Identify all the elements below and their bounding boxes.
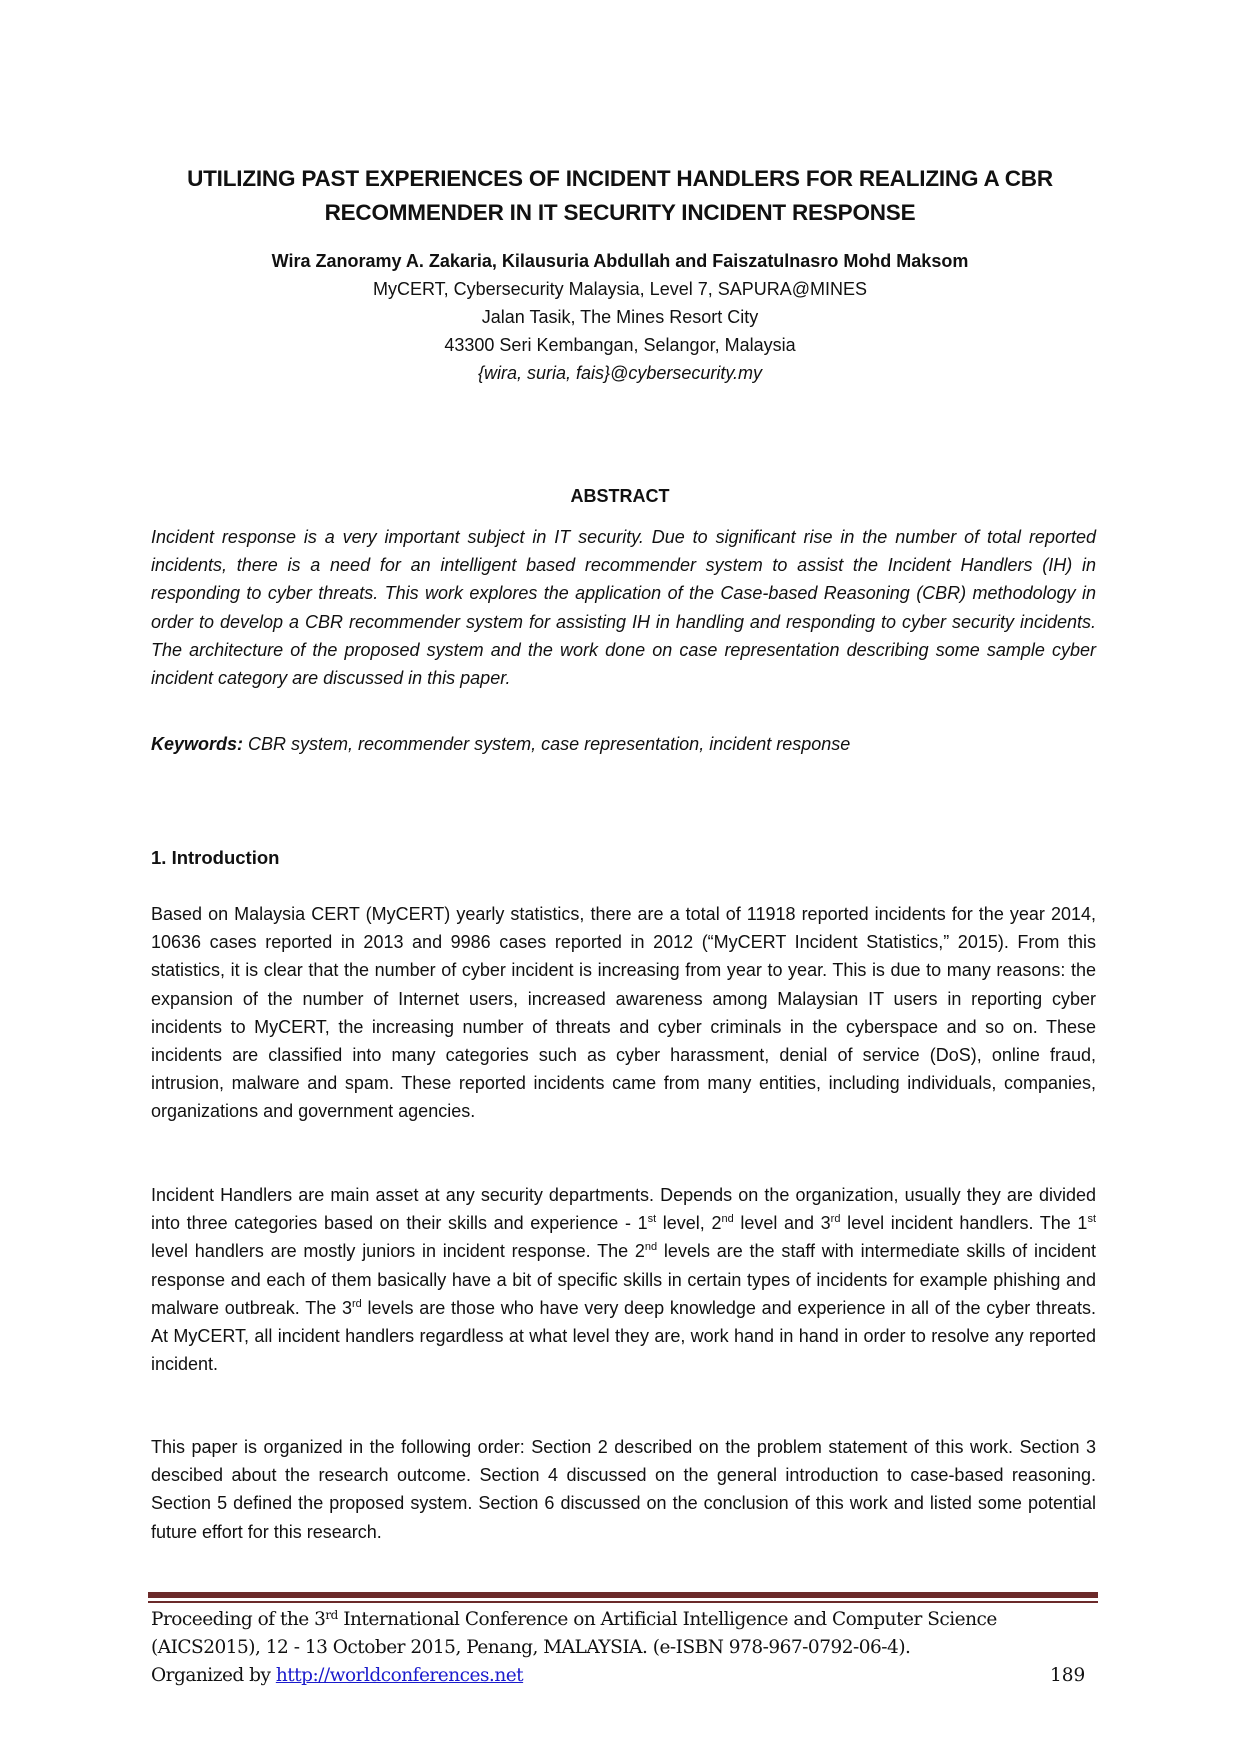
keywords bbox=[151, 730, 1096, 758]
text-run: International Conference on Artificial Intelligence and Computer Science bbox=[337, 1609, 997, 1630]
page-number: 189 bbox=[1050, 1665, 1086, 1686]
intro-paragraph-2 bbox=[151, 1181, 1096, 1378]
affiliation-line: Jalan Tasik, The Mines Resort City bbox=[481, 307, 759, 327]
text-run: Incident Handlers are main asset at any security departments. Depends on the organization, usually they are divided into three categories based on their skills and experience - 1 bbox=[151, 1185, 1096, 1234]
keywords-label: Keywords: bbox=[151, 734, 244, 754]
ordinal-suffix: st bbox=[647, 1213, 657, 1226]
ordinal-suffix: rd bbox=[351, 1297, 362, 1310]
author-emails: {wira, suria, fais}@cybersecurity.my bbox=[477, 363, 763, 383]
text-run: level incident handlers. The 1 bbox=[840, 1213, 1088, 1234]
author-list: Wira Zanoramy A. Zakaria, Kilausuria Abdullah and Faiszatulnasro Mohd Maksom bbox=[271, 251, 969, 271]
text-run: level handlers are mostly juniors in incident response. The 2 bbox=[151, 1241, 645, 1262]
paper-title bbox=[140, 162, 1100, 230]
text-run: Organized by bbox=[151, 1665, 276, 1686]
intro-paragraph-1: Based on Malaysia CERT (MyCERT) yearly statistics, there are a total of 11918 reported incidents for the year 2014, 10636 cases reported in 2013 and 9986 cases reported in 2012 (“MyCERT Incident Statistics,” 2015). From this statistics, it is clear that the number of cyber incident is increasing from year to year. This is due to many reasons: the expansion of the number of Internet users, increased awareness among Malaysian IT users in reporting cyber incidents to MyCERT, the increasing number of threats and cyber criminals in the cyberspace and so on. These incidents are classified into many categories such as cyber harassment, denial of service (DoS), online fraud, intrusion, malware and spam. These reported incidents came from many entities, including individuals, companies, organizations and government agencies. bbox=[151, 904, 1096, 1122]
abstract-text: Incident response is a very important subject in IT security. Due to significant rise in the number of total reported incidents, there is a need for an intelligent based recommender system to assist the Incident Handlers (IH) in responding to cyber threats. This work explores the application of the Case-based Reasoning (CBR) methodology in order to develop a CBR recommender system for assisting IH in handling and responding to cyber security incidents. The architecture of the proposed system and the work done on case representation describing some sample cyber incident category are discussed in this paper. bbox=[151, 527, 1096, 689]
title-line-2: RECOMMENDER IN IT SECURITY INCIDENT RESPONSE bbox=[324, 200, 916, 225]
affiliation-line: 43300 Seri Kembangan, Selangor, Malaysia bbox=[444, 335, 796, 355]
ordinal-suffix: rd bbox=[830, 1213, 841, 1226]
ordinal-suffix: rd bbox=[325, 1608, 338, 1622]
footer-citation bbox=[151, 1606, 1096, 1690]
text-run: level and 3 bbox=[733, 1213, 831, 1234]
footer-line-3 bbox=[151, 1662, 1096, 1690]
footer-rule-thick bbox=[148, 1592, 1098, 1598]
text-run: Proceeding of the 3 bbox=[151, 1609, 326, 1630]
footer-line-1 bbox=[151, 1606, 1096, 1634]
affiliation-line: MyCERT, Cybersecurity Malaysia, Level 7, SAPURA@MINES bbox=[372, 279, 868, 299]
ordinal-suffix: st bbox=[1087, 1213, 1096, 1226]
text-run: levels are those who have very deep knowledge and experience in all of the cyber threats. At MyCERT, all incident handlers regardless at what level they are, work hand in hand in order to resolve any reported incident. bbox=[151, 1297, 1096, 1375]
ordinal-suffix: nd bbox=[721, 1213, 734, 1226]
title-line-1: UTILIZING PAST EXPERIENCES OF INCIDENT HANDLERS FOR REALIZING A CBR bbox=[187, 166, 1053, 191]
text-run: levels are the staff with intermediate skills of incident response and each of them basically have a bit of specific skills in certain types of incidents for example phishing and malware outbreak. The 3 bbox=[151, 1241, 1096, 1318]
conference-link[interactable]: http://worldconferences.net bbox=[275, 1665, 524, 1686]
ordinal-suffix: nd bbox=[644, 1241, 658, 1254]
footer-rule-thin bbox=[148, 1601, 1098, 1603]
text-run: level, 2 bbox=[656, 1213, 722, 1234]
intro-paragraph-3: This paper is organized in the following order: Section 2 described on the problem statement of this work. Section 3 descibed about the research outcome. Section 4 discussed on the general introduction to case-based reasoning. Section 5 defined the proposed system. Section 6 discussed on the conclusion of this work and listed some potential future effort for this research. bbox=[151, 1437, 1096, 1542]
keywords-list: CBR system, recommender system, case representation, incident response bbox=[243, 734, 851, 754]
section-heading-introduction: 1. Introduction bbox=[151, 847, 280, 868]
affiliation-block bbox=[140, 275, 1100, 387]
abstract-heading: ABSTRACT bbox=[570, 486, 670, 506]
footer-line-2: (AICS2015), 12 - 13 October 2015, Penang, MALAYSIA. (e-ISBN 978-967-0792-06-4). bbox=[151, 1637, 911, 1658]
